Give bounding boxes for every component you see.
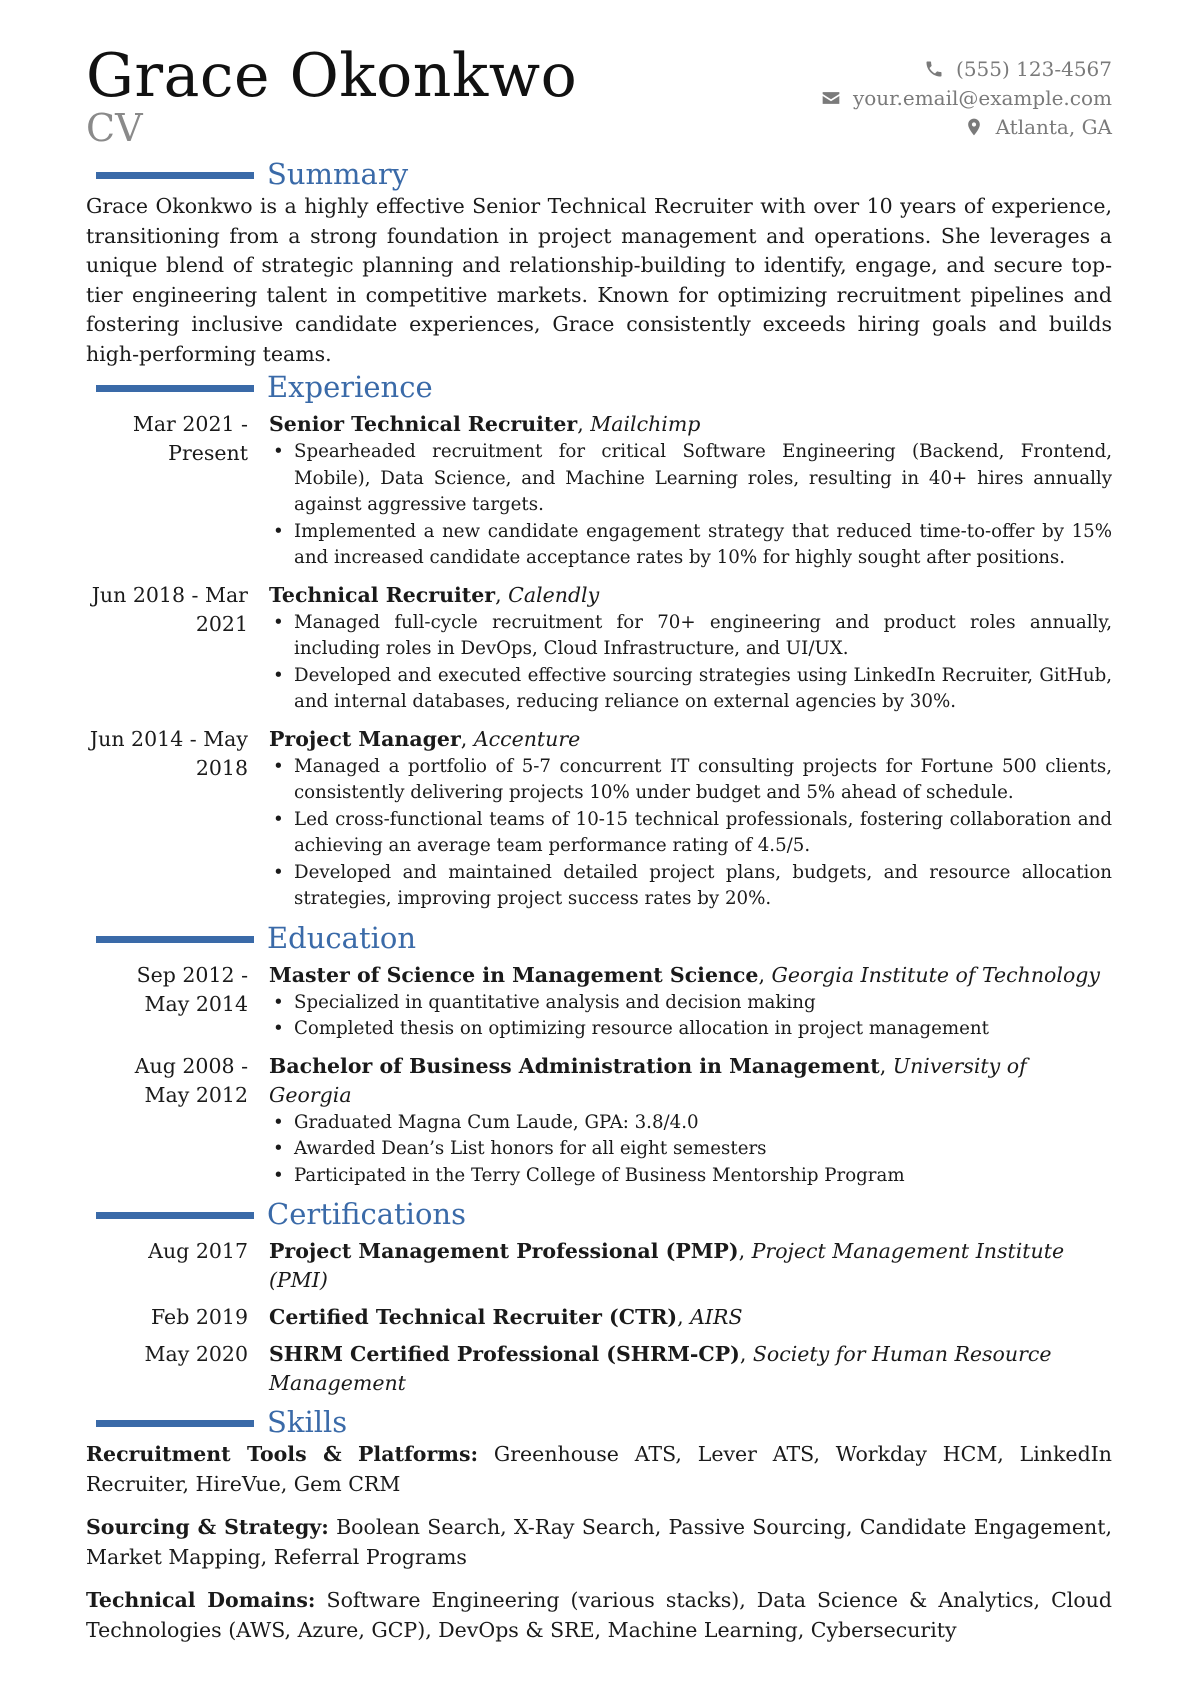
entry-date: Jun 2014 - May 2018 bbox=[89, 726, 248, 780]
entry-title: Master of Science in Management Science, Georgia Institute of Technology bbox=[269, 962, 1100, 987]
location-text: Atlanta, GA bbox=[995, 114, 1112, 139]
entry-title: Project Manager, Accenture bbox=[269, 726, 581, 751]
skill-group bbox=[86, 1513, 1112, 1572]
bullet-item: • Led cross-functional teams of 10-15 technical professionals, fostering collaboration and achieving an average team performance rating of 4.5/5. bbox=[269, 807, 1112, 860]
section-title: Education bbox=[267, 920, 417, 955]
bullet-item: • Managed a portfolio of 5-7 concurrent IT consulting projects for Fortune 500 clients, consistently delivering projects 10% under budget and 5% ahead of schedule. bbox=[269, 754, 1112, 807]
resume-page bbox=[86, 40, 1112, 1659]
cert-title: Certified Technical Recruiter (CTR), AIRS bbox=[269, 1305, 743, 1329]
cert-date: Feb 2019 bbox=[150, 1305, 248, 1329]
entry-role: Project Manager bbox=[269, 726, 461, 751]
certification-entry bbox=[86, 1303, 1112, 1332]
experience-entry bbox=[86, 581, 1112, 716]
contact-location bbox=[821, 112, 1112, 141]
resume-header bbox=[86, 40, 1112, 158]
contact-block bbox=[821, 54, 1112, 141]
skills-list bbox=[86, 1440, 1112, 1645]
bullet-item: • Developed and maintained detailed project plans, budgets, and resource allocation strategies, improving project success rates by 20%. bbox=[269, 860, 1112, 913]
entry-degree: Master of Science in Management Science bbox=[269, 962, 759, 987]
skill-label: Technical Domains: bbox=[86, 1588, 316, 1612]
summary-text: Grace Okonkwo is a highly effective Senior Technical Recruiter with over 10 years of experience, transitioning from a strong foundation in project management and operations. She leverages a unique blend of strategic planning and relationship-building to identify, engage, and secure top-tier engineering talent in competitive markets. Known for optimizing recruitment pipelines and fostering inclusive candidate experiences, Grace consistently exceeds hiring goals and builds high-performing teams. bbox=[86, 194, 1112, 366]
map-pin-icon bbox=[964, 117, 984, 137]
education-entry bbox=[86, 961, 1112, 1043]
skill-group bbox=[86, 1586, 1112, 1645]
entry-degree: Bachelor of Business Administration in Management bbox=[269, 1053, 880, 1078]
contact-phone bbox=[821, 54, 1112, 83]
entry-bullets bbox=[269, 1110, 1112, 1190]
entry-date: Mar 2021 - Present bbox=[132, 412, 248, 465]
entry-role: Technical Recruiter bbox=[269, 582, 496, 607]
document-subtitle: CV bbox=[86, 106, 143, 150]
entry-bullets bbox=[269, 754, 1112, 913]
entry-school: Georgia Institute of Technology bbox=[771, 962, 1100, 987]
phone-icon bbox=[924, 59, 944, 79]
entry-title: Bachelor of Business Administration in Management, University of Georgia bbox=[269, 1053, 1027, 1107]
bullet-item: • Graduated Magna Cum Laude, GPA: 3.8/4.0 bbox=[269, 1110, 1112, 1137]
section-title: Experience bbox=[267, 370, 433, 404]
envelope-icon bbox=[821, 88, 841, 108]
email-link[interactable]: your.email@example.com bbox=[852, 85, 1112, 110]
certification-entry bbox=[86, 1237, 1112, 1295]
section-title: Summary bbox=[267, 157, 409, 191]
experience-entry bbox=[86, 410, 1112, 572]
entry-bullets bbox=[269, 990, 1112, 1043]
cert-title: SHRM Certified Professional (SHRM-CP), Society for Human Resource Management bbox=[269, 1342, 1052, 1395]
entry-title: Senior Technical Recruiter, Mailchimp bbox=[269, 412, 701, 436]
skill-values: Greenhouse ATS, Lever ATS, Workday HCM, LinkedIn Recruiter, HireVue, Gem CRM bbox=[86, 1442, 1112, 1496]
skill-label: Recruitment Tools & Platforms: bbox=[86, 1442, 479, 1466]
bullet-item: • Specialized in quantitative analysis and decision making bbox=[269, 990, 1112, 1017]
experience-heading bbox=[86, 371, 1112, 405]
section-title: Certifications bbox=[267, 1197, 466, 1231]
skill-group bbox=[86, 1440, 1112, 1499]
cert-issuer: AIRS bbox=[690, 1305, 743, 1329]
entry-org: Accenture bbox=[473, 726, 581, 751]
section-title: Skills bbox=[267, 1405, 348, 1439]
skill-values: Software Engineering (various stacks), Data Science & Analytics, Cloud Technologies (AWS, Azure, GCP), DevOps & SRE, Machine Learning, Cybersecurity bbox=[86, 1588, 1112, 1642]
cert-issuer: Society for Human Resource Management bbox=[269, 1342, 1052, 1395]
experience-list bbox=[86, 410, 1112, 913]
certification-entry bbox=[86, 1340, 1112, 1398]
cert-name: SHRM Certified Professional (SHRM-CP) bbox=[269, 1342, 740, 1366]
section-rule bbox=[96, 936, 254, 943]
candidate-name: Grace Okonkwo bbox=[86, 41, 578, 111]
bullet-item: • Completed thesis on optimizing resource allocation in project management bbox=[269, 1016, 1112, 1043]
bullet-item: • Implemented a new candidate engagement strategy that reduced time-to-offer by 15% and increased candidate acceptance rates by 10% for highly sought after positions. bbox=[269, 519, 1112, 572]
bullet-item: • Awarded Dean’s List honors for all eight semesters bbox=[269, 1136, 1112, 1163]
bullet-item: • Spearheaded recruitment for critical Software Engineering (Backend, Frontend, Mobile), Data Science, and Machine Learning roles, resulting in 40+ hires annually against aggressive targets. bbox=[269, 439, 1112, 519]
entry-org: Calendly bbox=[508, 582, 600, 607]
section-rule bbox=[96, 1212, 254, 1219]
entry-date: Jun 2018 - Mar 2021 bbox=[91, 582, 248, 636]
entry-bullets bbox=[269, 439, 1112, 572]
cert-name: Project Management Professional (PMP) bbox=[269, 1239, 739, 1263]
cert-issuer: Project Management Institute (PMI) bbox=[269, 1239, 1065, 1292]
section-rule bbox=[96, 1420, 254, 1427]
entry-date: Sep 2012 - May 2014 bbox=[136, 962, 248, 1016]
cert-name: Certified Technical Recruiter (CTR) bbox=[269, 1305, 678, 1329]
phone-text: (555) 123-4567 bbox=[956, 56, 1112, 81]
experience-entry bbox=[86, 725, 1112, 913]
bullet-item: • Participated in the Terry College of Business Mentorship Program bbox=[269, 1163, 1112, 1190]
skill-label: Sourcing & Strategy: bbox=[86, 1515, 329, 1539]
entry-role: Senior Technical Recruiter bbox=[269, 412, 578, 436]
entry-title: Technical Recruiter, Calendly bbox=[269, 582, 600, 607]
section-rule bbox=[96, 172, 254, 179]
skill-values: Boolean Search, X-Ray Search, Passive Sourcing, Candidate Engagement, Market Mapping, Referral Programs bbox=[86, 1515, 1112, 1569]
education-entry bbox=[86, 1052, 1112, 1190]
entry-school: University of Georgia bbox=[269, 1053, 1027, 1107]
summary-heading bbox=[86, 158, 1112, 192]
certifications-list bbox=[86, 1237, 1112, 1398]
education-heading bbox=[86, 922, 1112, 956]
entry-org: Mailchimp bbox=[590, 412, 701, 436]
certifications-heading bbox=[86, 1198, 1112, 1232]
skills-heading bbox=[86, 1406, 1112, 1440]
entry-date: Aug 2008 - May 2012 bbox=[134, 1053, 248, 1107]
education-list bbox=[86, 961, 1112, 1190]
entry-bullets bbox=[269, 610, 1112, 716]
bullet-item: • Developed and executed effective sourcing strategies using LinkedIn Recruiter, GitHub, and internal databases, reducing reliance on external agencies by 30%. bbox=[269, 663, 1112, 716]
bullet-item: • Managed full-cycle recruitment for 70+ engineering and product roles annually, including roles in DevOps, Cloud Infrastructure, and UI/UX. bbox=[269, 610, 1112, 663]
cert-date: Aug 2017 bbox=[148, 1239, 248, 1263]
section-rule bbox=[96, 385, 254, 392]
cert-title: Project Management Professional (PMP), Project Management Institute (PMI) bbox=[269, 1239, 1065, 1292]
cert-date: May 2020 bbox=[144, 1342, 248, 1366]
contact-email bbox=[821, 83, 1112, 112]
